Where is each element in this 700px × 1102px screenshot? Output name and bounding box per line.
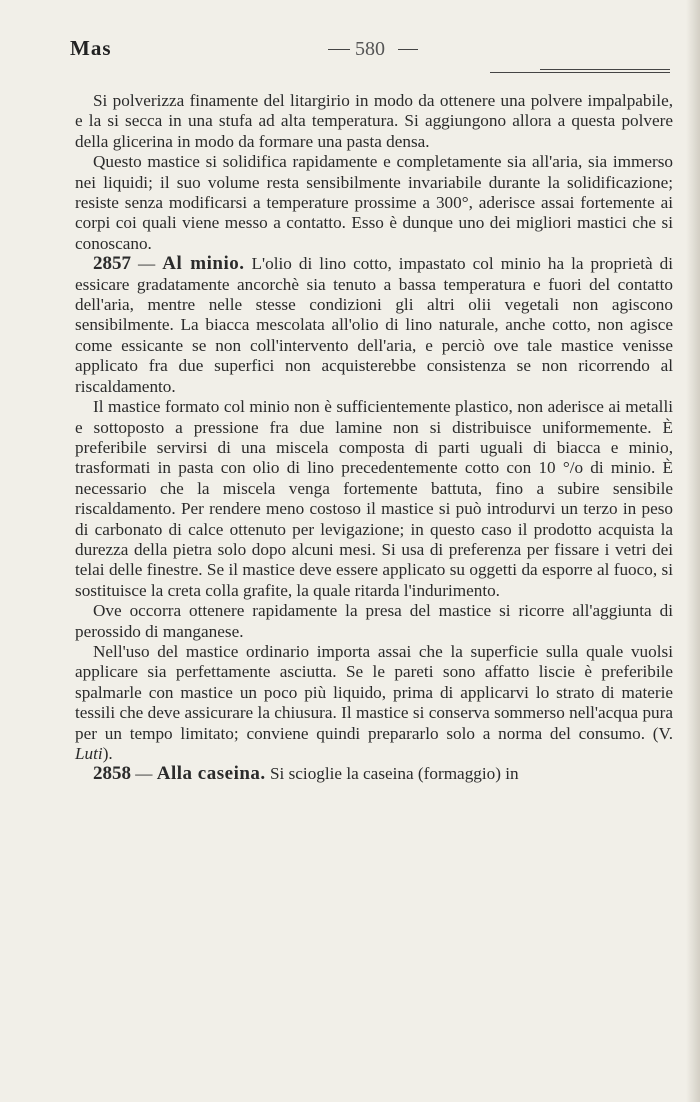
entry-dash: — <box>131 764 157 784</box>
entry-dash: — <box>131 254 163 274</box>
page-edge-shadow <box>686 0 700 1102</box>
running-head: Mas <box>70 36 112 60</box>
header-rule <box>490 72 670 73</box>
cross-reference: Luti <box>75 744 103 763</box>
body-text <box>75 91 673 785</box>
entry-title: Al minio. <box>162 253 245 275</box>
entry-number: 2858 <box>93 763 131 785</box>
paragraph-text: Nell'uso del mastice ordinario importa assai che la superficie sulla quale vuolsi applicare sia perfettamente asciutta. Se le pareti sono affatto liscie è preferibile spalmarle con mastice un poco più liquido, prima di applicarvi lo strato di materie tessili che deve assicurare la chiusura. Il mastice si conserva sommerso nell'acqua pura per un tempo limitato; conviene quindi prepararlo solo a norma del consumo. (V. <box>75 641 673 743</box>
entry-title: Alla caseina. <box>156 763 266 785</box>
paragraph: Ove occorra ottenere rapidamente la presa del mastice si ricorre all'aggiunta di perossido di manganese. <box>75 601 673 641</box>
entry-text: L'olio di lino cotto, impastato col minio ha la proprietà di essicare gradatamente ancorchè sia tenuto a bassa temperatura e fuori del contatto dell'aria, mentre nelle stesse condizioni gli altri olii vegetali non agiscono sensibilmente. La biacca mescolata all'olio di lino naturale, anche cotto, non agisce come essicante se non coll'intervento dell'aria, e perciò ove tale mastice venisse applicato fra due superfici non acquisterebbe consistenza se non ricorrendo al riscaldamento. <box>75 254 674 396</box>
header-rule <box>328 49 350 50</box>
header-rule <box>398 49 418 50</box>
entry-2857 <box>75 254 673 397</box>
page-header <box>70 36 670 66</box>
paragraph <box>75 642 673 764</box>
entry-2858 <box>75 764 673 784</box>
entry-number: 2857 <box>93 253 131 275</box>
paragraph-close: ). <box>102 744 113 763</box>
paragraph: Si polverizza finamente del litargirio in modo da ottenere una polvere impalpabile, e la si secca in una stufa ad alta temperatura. Si aggiungono allora a questa polvere della glicerina in modo da formare una pasta densa. <box>75 91 673 151</box>
header-rule <box>540 69 670 70</box>
paragraph: Questo mastice si solidifica rapidamente e completamente sia all'aria, sia immerso nei liquidi; il suo volume resta sensibilmente invariabile durante la solidificazione; resiste senza modificarsi a temperature prossime a 300°, aderisce assai fortemente ai corpi coi quali viene messo a contatto. Esso è dunque uno dei migliori mastici che si conoscano. <box>75 152 673 253</box>
paragraph: Il mastice formato col minio non è sufficientemente plastico, non aderisce ai metalli e sottoposto a pressione fra due lamine non si distribuisce uniformemente. È preferibile servirsi di una miscela composta di parti uguali di biacca e minio, trasformati in pasta con olio di lino precedentemente cotto con 10 °/o di minio. È necessario che la miscela venga fortemente battuta, fino a subire sensibile riscaldamento. Per rendere meno costoso il mastice si può introdurvi un terzo in peso di carbonato di calce ottenuto per levigazione; in questo caso il prodotto acquista la durezza della pietra solo dopo alcuni mesi. Si usa di preferenza per fissare i vetri dei telai delle finestre. Se il mastice deve essere applicato su oggetti da esporre al fuoco, si sostituisce la creta colla grafite, la quale ritarda l'indurimento. <box>75 397 673 600</box>
page-number: 580 <box>355 38 385 60</box>
entry-text: Si scioglie la caseina (formaggio) in <box>265 764 519 784</box>
